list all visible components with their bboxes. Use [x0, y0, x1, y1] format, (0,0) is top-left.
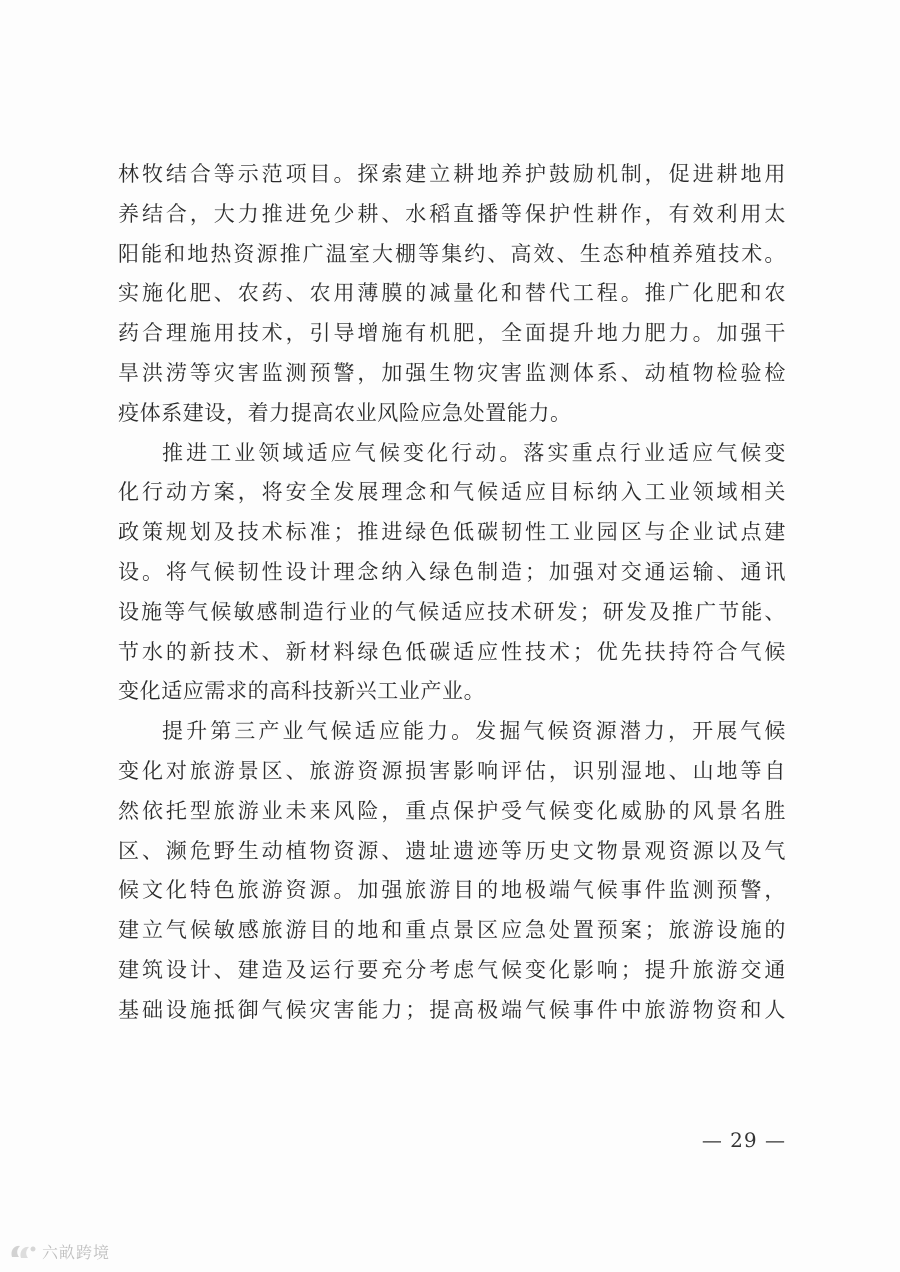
- text-line: 候文化特色旅游资源。加强旅游目的地极端气候事件监测预警，: [118, 878, 786, 903]
- watermark-text: 六畝跨境: [42, 1243, 111, 1262]
- text-line: 疫体系建设，着力提高农业风险应急处置能力。: [118, 400, 572, 425]
- text-line: 实施化肥、农药、农用薄膜的减量化和替代工程。推广化肥和农: [118, 281, 786, 306]
- text-line: 阳能和地热资源推广温室大棚等集约、高效、生态种植养殖技术。: [118, 241, 786, 266]
- body-text: [118, 155, 786, 1031]
- text-line: 设。将气候韧性设计理念纳入绿色制造；加强对交通运输、通讯: [118, 559, 786, 584]
- text-line: 药合理施用技术，引导增施有机肥，全面提升地力肥力。加强干: [118, 321, 786, 346]
- text-line: 设施等气候敏感制造行业的气候适应技术研发；研发及推广节能、: [118, 599, 786, 624]
- text-line: 变化适应需求的高科技新兴工业产业。: [118, 679, 486, 704]
- text-line: 然依托型旅游业未来风险，重点保护受气候变化威胁的风景名胜: [118, 798, 786, 823]
- page-number: — 29 —: [701, 1128, 786, 1152]
- watermark: [8, 1240, 110, 1263]
- text-line: 养结合，大力推进免少耕、水稻直播等保护性耕作，有效利用太: [118, 201, 786, 226]
- paragraph-start-line: 推进工业领域适应气候变化行动。落实重点行业适应气候变: [162, 440, 786, 465]
- text-line: 化行动方案，将安全发展理念和气候适应目标纳入工业领域相关: [118, 480, 786, 505]
- text-line: 节水的新技术、新材料绿色低碳适应性技术；优先扶持符合气候: [118, 639, 786, 664]
- text-line: 旱洪涝等灾害监测预警，加强生物灾害监测体系、动植物检验检: [118, 360, 786, 385]
- watermark-logo-icon: [8, 1241, 38, 1263]
- paragraph-start-line: 提升第三产业气候适应能力。发掘气候资源潜力，开展气候: [162, 719, 786, 744]
- text-line: 基础设施抵御气候灾害能力；提高极端气候事件中旅游物资和人: [118, 997, 786, 1022]
- text-line: 林牧结合等示范项目。探索建立耕地养护鼓励机制，促进耕地用: [118, 162, 786, 186]
- text-line: 变化对旅游景区、旅游资源损害影响评估，识别湿地、山地等自: [118, 758, 786, 783]
- text-line: 建筑设计、建造及运行要充分考虑气候变化影响；提升旅游交通: [118, 957, 786, 982]
- text-line: 建立气候敏感旅游目的地和重点景区应急处置预案；旅游设施的: [118, 918, 786, 943]
- text-line: 区、濒危野生动植物资源、遗址遗迹等历史文物景观资源以及气: [118, 838, 786, 863]
- text-line: 政策规划及技术标准；推进绿色低碳韧性工业园区与企业试点建: [118, 520, 786, 545]
